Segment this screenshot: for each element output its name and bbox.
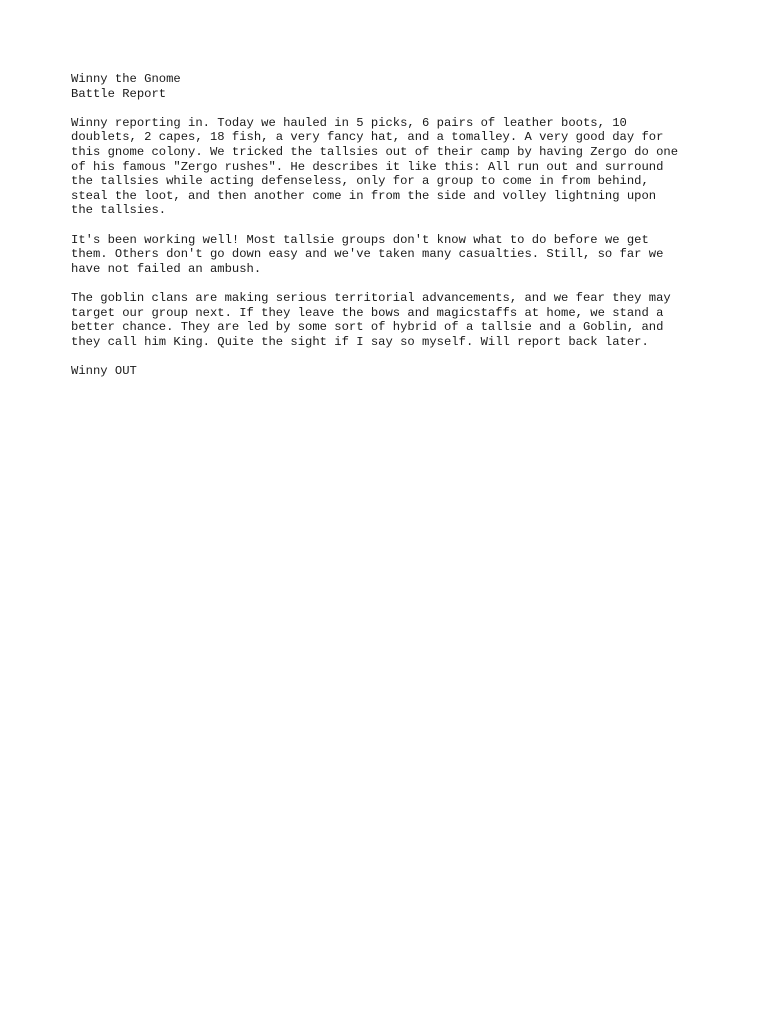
paragraph-1 bbox=[71, 116, 721, 218]
paragraph-line: target our group next. If they leave the bows and magicstaffs at home, we stand a bbox=[71, 305, 664, 320]
paragraph-line: steal the loot, and then another come in from the side and volley lightning upon bbox=[71, 188, 657, 203]
paragraph-2 bbox=[71, 233, 721, 277]
spacer bbox=[71, 218, 721, 233]
spacer bbox=[71, 349, 721, 364]
paragraph-line: them. Others don't go down easy and we've taken many casualties. Still, so far we bbox=[71, 247, 664, 262]
paragraph-line: the tallsies while acting defenseless, only for a group to come in from behind, bbox=[71, 174, 649, 189]
spacer bbox=[71, 276, 721, 291]
paragraph-line: doublets, 2 capes, 18 fish, a very fancy hat, and a tomalley. A very good day for bbox=[71, 130, 664, 145]
paragraph-line: they call him King. Quite the sight if I say so myself. Will report back later. bbox=[71, 334, 649, 349]
author-line: Winny the Gnome bbox=[71, 72, 181, 86]
paragraph-line: Winny reporting in. Today we hauled in 5 picks, 6 pairs of leather boots, 10 bbox=[71, 115, 627, 130]
paragraph-line: the tallsies. bbox=[71, 203, 167, 218]
paragraph-line: have not failed an ambush. bbox=[71, 261, 262, 276]
spacer bbox=[71, 101, 721, 116]
paragraph-line: better chance. They are led by some sort of hybrid of a tallsie and a Goblin, and bbox=[71, 320, 664, 335]
paragraph-line: this gnome colony. We tricked the tallsies out of their camp by having Zergo do one bbox=[71, 144, 679, 159]
signoff bbox=[71, 364, 721, 379]
document-page bbox=[71, 72, 721, 378]
report-header bbox=[71, 72, 721, 101]
paragraph-3 bbox=[71, 291, 721, 349]
paragraph-line: It's been working well! Most tallsie groups don't know what to do before we get bbox=[71, 232, 649, 247]
paragraph-line: The goblin clans are making serious territorial advancements, and we fear they may bbox=[71, 290, 671, 305]
paragraph-line: of his famous "Zergo rushes". He describes it like this: All run out and surround bbox=[71, 159, 664, 174]
signoff-line: Winny OUT bbox=[71, 363, 137, 378]
report-title: Battle Report bbox=[71, 86, 167, 101]
